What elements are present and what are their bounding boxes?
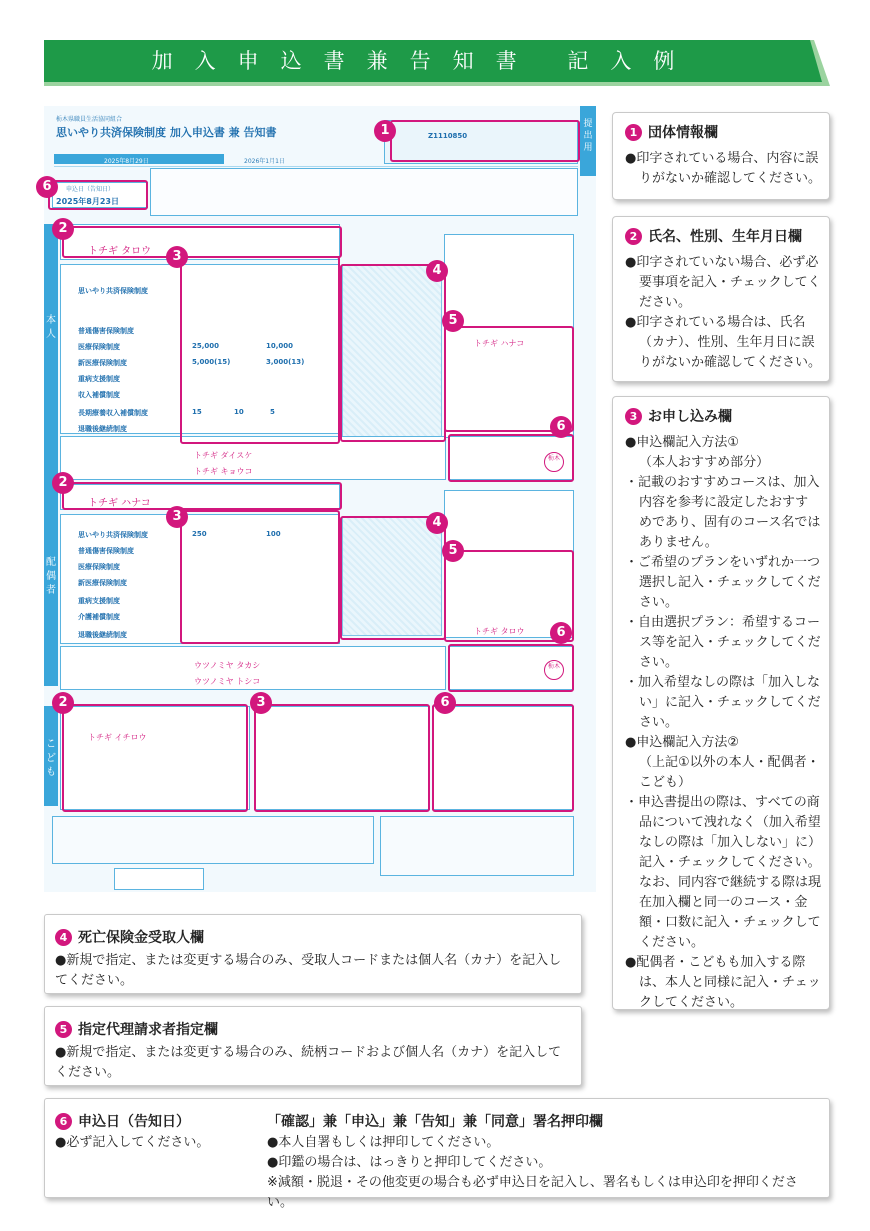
row-s-0: 思いやり共済保険制度 bbox=[78, 531, 148, 539]
card3-line-6: ・加入希望なしの際は「加入しない」に記入・チェックしてください。 bbox=[625, 675, 821, 730]
amount-1: 10,000 bbox=[266, 342, 294, 350]
hilite-2-principal bbox=[62, 226, 342, 258]
card3-line-10: ●配偶者・こどもも加入する際は、本人と同様に記入・チェックしてください。 bbox=[625, 955, 821, 1010]
card-org-info bbox=[612, 112, 830, 200]
row-s-3: 新医療保険制度 bbox=[78, 579, 127, 587]
card4-body: ●新規で指定、または変更する場合のみ、受取人コードまたは個人名（カナ）を記入してください。 bbox=[55, 953, 562, 988]
agent-name-2: トチギ タロウ bbox=[474, 627, 525, 636]
card6-line-3: ※減額・脱退・その他変更の場合も必ず申込日を記入し、署名もしくは申込印を押印ください。 bbox=[267, 1175, 798, 1210]
card5-heading: 指定代理請求者指定欄 bbox=[78, 1022, 218, 1038]
date-value: 2025年8月23日 bbox=[56, 197, 119, 206]
card3-line-2: （本人おすすめ部分） bbox=[639, 455, 770, 470]
row-p-7: 退職後継続制度 bbox=[78, 425, 127, 433]
card6-heading: 申込日（告知日） bbox=[78, 1114, 190, 1130]
hilite-6-date bbox=[48, 180, 148, 210]
stamp-1: 栃木 bbox=[544, 452, 564, 472]
side-child: こども bbox=[44, 706, 58, 806]
hilite-5-principal bbox=[444, 326, 574, 432]
parent-name-1: ウツノミヤ タカシ bbox=[194, 661, 261, 670]
card-beneficiary bbox=[44, 914, 582, 994]
amount-7: 250 bbox=[192, 530, 207, 538]
card3-line-7: ●申込欄記入方法② bbox=[625, 735, 739, 750]
row-p-4: 重病支援制度 bbox=[78, 375, 120, 383]
card1-heading: 団体情報欄 bbox=[648, 125, 718, 141]
card1-line-1: ●印字されている場合、内容に誤りがないか確認してください。 bbox=[625, 151, 822, 186]
badge-4-principal: 4 bbox=[426, 260, 448, 282]
badge-4-spouse: 4 bbox=[426, 512, 448, 534]
amount-3: 3,000(13) bbox=[266, 358, 305, 366]
child-name: トチギ イチロウ bbox=[88, 733, 147, 742]
badge-1: 1 bbox=[374, 120, 396, 142]
banner-title: 加入申込書兼告知書 記入例 bbox=[151, 49, 697, 73]
date-label: 申込日（告知日） bbox=[66, 186, 115, 193]
hilite-6-principal bbox=[448, 434, 574, 482]
row-p-0: 思いやり共済保険制度 bbox=[78, 287, 148, 295]
amount-8: 100 bbox=[266, 530, 281, 538]
hilite-6-child bbox=[432, 704, 574, 812]
badge-2-child: 2 bbox=[52, 692, 74, 714]
card4-heading: 死亡保険金受取人欄 bbox=[78, 930, 204, 946]
effective-date: 2026年1月1日 bbox=[244, 158, 285, 165]
card5-number: 5 bbox=[55, 1021, 72, 1038]
badge-3-spouse: 3 bbox=[166, 506, 188, 528]
card3-line-8: （上記①以外の本人・配偶者・こども） bbox=[639, 755, 820, 790]
card2-number: 2 bbox=[625, 228, 642, 245]
badge-6-spouse: 6 bbox=[550, 622, 572, 644]
row-s-1: 普通傷害保険制度 bbox=[78, 547, 134, 555]
row-p-2: 医療保険制度 bbox=[78, 343, 120, 351]
family-name-1: トチギ ダイスケ bbox=[194, 451, 253, 460]
badge-5-spouse: 5 bbox=[442, 540, 464, 562]
badge-6-date: 6 bbox=[36, 176, 58, 198]
receipt-box bbox=[114, 868, 204, 890]
row-s-4: 重病支援制度 bbox=[78, 597, 120, 605]
hilite-3-child bbox=[254, 704, 430, 812]
card5-body: ●新規で指定、または変更する場合のみ、続柄コードおよび個人名（カナ）を記入してください。 bbox=[55, 1045, 562, 1080]
card-agent bbox=[44, 1006, 582, 1086]
family-name-2: トチギ キョウコ bbox=[194, 467, 253, 476]
badge-5-principal: 5 bbox=[442, 310, 464, 332]
card2-line-2: ●印字されている場合は、氏名（カナ）、性別、生年月日に誤りがないか確認してください。 bbox=[625, 315, 822, 370]
badge-6-child: 6 bbox=[434, 692, 456, 714]
card3-line-9: ・申込書提出の際は、すべての商品について洩れなく（加入希望なしの際は「加入しない」に）記入・チェックしてください。なお、同内容で継続する際は現在加入欄と同一のコース・金額・口数に記入・チェックしてください。 bbox=[625, 795, 822, 950]
card-date-signature bbox=[44, 1098, 830, 1210]
hilite-4-principal bbox=[340, 264, 446, 442]
card6-number: 6 bbox=[55, 1113, 72, 1130]
amount-2: 5,000(15) bbox=[192, 358, 231, 366]
principal-name: トチギ タロウ bbox=[88, 246, 152, 257]
apply-date: 2025年8月29日 bbox=[104, 158, 149, 165]
card3-line-1: ●申込欄記入方法① bbox=[625, 435, 739, 450]
card6-line-2: ●印鑑の場合は、はっきりと押印してください。 bbox=[267, 1155, 552, 1170]
card3-line-5: ・自由選択プラン：希望するコース等を記入・チェックしてください。 bbox=[625, 615, 821, 670]
amount-4: 15 bbox=[192, 408, 202, 416]
form-example-image bbox=[44, 106, 596, 892]
card6-line-1: ●本人自署もしくは押印してください。 bbox=[267, 1135, 500, 1150]
office-box bbox=[380, 816, 574, 876]
row-p-6: 長期療養収入補償制度 bbox=[78, 409, 148, 417]
badge-3-principal: 3 bbox=[166, 246, 188, 268]
row-s-6: 退職後継続制度 bbox=[78, 631, 127, 639]
org-code: Z1110850 bbox=[428, 132, 468, 140]
badge-2-spouse: 2 bbox=[52, 472, 74, 494]
side-principal: 本人 bbox=[44, 224, 58, 486]
hilite-3-principal bbox=[180, 256, 340, 444]
card1-number: 1 bbox=[625, 124, 642, 141]
row-s-2: 医療保険制度 bbox=[78, 563, 120, 571]
hilite-2-spouse bbox=[62, 482, 342, 510]
card2-line-1: ●印字されていない場合、必ず必要事項を記入・チェックしてください。 bbox=[625, 255, 821, 310]
card6-heading-2: 「確認」兼「申込」兼「告知」兼「同意」署名押印欄 bbox=[267, 1114, 603, 1130]
consent-box bbox=[150, 168, 578, 216]
card-application bbox=[612, 396, 830, 1010]
stamp-2: 栃木 bbox=[544, 660, 564, 680]
side-spouse: 配偶者 bbox=[44, 486, 58, 686]
row-s-5: 介護補償制度 bbox=[78, 613, 120, 621]
hilite-3-spouse bbox=[180, 510, 340, 644]
row-p-1: 普通傷害保険制度 bbox=[78, 327, 134, 335]
spouse-name: トチギ ハナコ bbox=[88, 498, 151, 509]
title-banner bbox=[44, 40, 830, 86]
badge-2-principal: 2 bbox=[52, 218, 74, 240]
card3-number: 3 bbox=[625, 408, 642, 425]
agent-name-1: トチギ ハナコ bbox=[474, 339, 525, 348]
row-p-3: 新医療保険制度 bbox=[78, 359, 127, 367]
notes-box bbox=[52, 816, 374, 864]
amount-5: 10 bbox=[234, 408, 244, 416]
form-title: 思いやり共済保険制度 加入申込書 兼 告知書 bbox=[56, 126, 277, 139]
card3-line-3: ・記載のおすすめコースは、加入内容を参考に設定したおすすめであり、固有のコース名ではありません。 bbox=[625, 475, 821, 550]
amount-6: 5 bbox=[270, 408, 275, 416]
card2-heading: 氏名、性別、生年月日欄 bbox=[648, 229, 802, 245]
hilite-1 bbox=[390, 120, 580, 162]
badge-6-principal: 6 bbox=[550, 416, 572, 438]
card6-body: ●必ず記入してください。 bbox=[55, 1135, 210, 1150]
card3-heading: お申し込み欄 bbox=[648, 409, 732, 425]
submit-tab: 提出用 bbox=[580, 106, 596, 176]
card4-number: 4 bbox=[55, 929, 72, 946]
parent-name-2: ウツノミヤ トシコ bbox=[194, 677, 261, 686]
badge-3-child: 3 bbox=[250, 692, 272, 714]
hilite-6-spouse bbox=[448, 644, 574, 692]
amount-0: 25,000 bbox=[192, 342, 220, 350]
org-label: 栃木県職員生活協同組合 bbox=[56, 116, 123, 123]
hilite-2-child bbox=[62, 704, 248, 812]
card-name-gender-dob bbox=[612, 216, 830, 382]
row-p-5: 収入補償制度 bbox=[78, 391, 120, 399]
card3-line-4: ・ご希望のプランをいずれか一つ選択し記入・チェックしてください。 bbox=[625, 555, 821, 610]
hilite-4-spouse bbox=[340, 516, 446, 640]
